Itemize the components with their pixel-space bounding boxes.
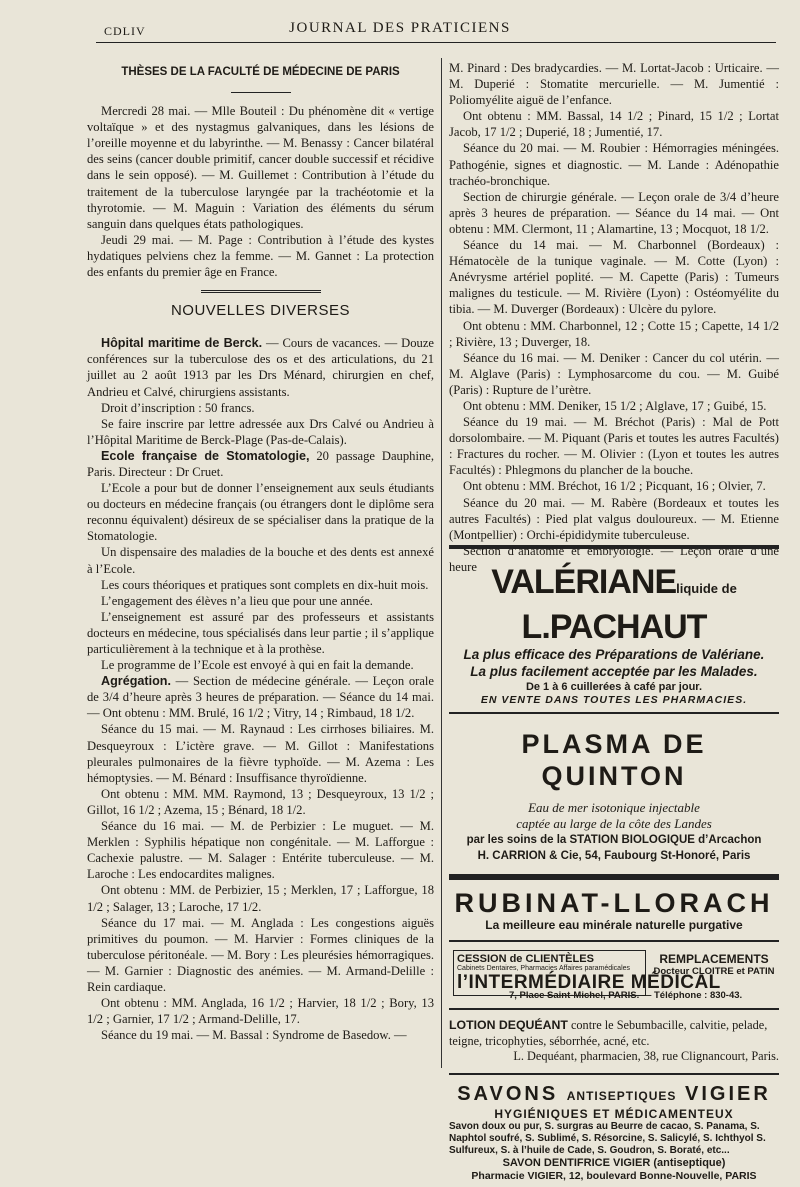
article-heading: Hôpital maritime de Berck.	[101, 336, 263, 351]
article-paragraph: Séance du 16 mai. — M. de Perbizier : Le muguet. — M. Merklen : Syphilis hépatique non congénitale. — M. Lafforgue : Cachexie palustre. — M. Salager : Entérite tuberculeuse. — M. Laroche : Les endocardites malignes.	[87, 819, 434, 882]
left-column	[87, 60, 434, 1043]
header-rule	[96, 42, 776, 43]
article-paragraph: Séance du 20 mai. — M. Rabère (Bordeaux et toutes les autres Facultés) : Pied plat valgus douloureux. — M. Etienne (Montpellier) : Orchi-épididymite tuberculeuse.	[449, 495, 779, 542]
plasma-line4: H. CARRION & Cie, 54, Faubourg St-Honoré, Paris	[477, 850, 751, 862]
divider	[231, 92, 291, 93]
article-text: — Section de médecine générale. — Leçon orale de 3/4 d’heure après 3 heures de préparation. — Séance du 14 mai. — Ont obtenu : MM. Brulé, 16 1/2 ; Vitry, 14 ; Rimbaud, 18 1/2.	[87, 674, 434, 721]
savons-text: Savon doux ou pur, S. surgras au Beurre de cacao, S. Panama, S. Naphtol soufré, S. Sublimé, S. Résorcine, S. Salicylé, S. Ichthyol S. Sulfureux, S. à l’huile de Cade, S. Goudron, S. Boraté, etc...	[449, 1120, 766, 1156]
intermediaire-remplacements: REMPLACEMENTS	[659, 952, 769, 966]
article-paragraph: M. Pinard : Des bradycardies. — M. Lortat-Jacob : Urticaire. — M. Duperié : Stomatite mercurielle. — M. Jumentié : Poliomyélite aiguë de l’enfance.	[449, 61, 779, 108]
ad-plasma-quinton	[449, 714, 779, 876]
lotion-text: contre le Sebumbacille, calvitie, pelade, teigne, tricophyties, séborrhée, acné, etc.	[449, 1018, 768, 1048]
savons-title: SAVONS	[457, 1082, 559, 1105]
article-text: — Cours de vacances. — Douze conférences sur la tuberculose des os et des articulations, du 21 juillet au 2 août 1913 par les Drs Ménard, chirurgien en chef, Andrieu et Calvé, chirurgiens assistants.	[87, 336, 434, 399]
article-paragraph: Ont obtenu : MM. Bréchot, 16 1/2 ; Picquant, 16 ; Olvier, 7.	[463, 479, 766, 494]
ad-savons-vigier	[449, 1075, 779, 1187]
article-paragraph: Séance du 20 mai. — M. Roubier : Hémorragies méningées. Pathogénie, signes et diagnostic. — M. Lande : Adénopathie trachéo-bronchique.	[449, 141, 779, 188]
savons-antiseptiques: ANTISEPTIQUES	[566, 1088, 677, 1103]
article-paragraph: Ont obtenu : MM. Bassal, 14 1/2 ; Pinard, 15 1/2 ; Lortat Jacob, 17 1/2 ; Duperié, 18 ; Jumentié, 17.	[449, 109, 779, 140]
article-paragraph: Le programme de l’Ecole est envoyé à qui en fait la demande.	[101, 658, 414, 673]
page-number: CDLIV	[104, 24, 146, 38]
plasma-line3: par les soins de la STATION BIOLOGIQUE d’Arcachon	[466, 834, 762, 846]
theses-title: THÈSES DE LA FACULTÉ DE MÉDECINE DE PARIS	[121, 66, 400, 78]
savons-dentifrice: SAVON DENTIFRICE VIGIER (antiseptique)	[502, 1156, 726, 1169]
article-heading: Ecole française de Stomatologie,	[101, 448, 310, 463]
article-paragraph: L’Ecole a pour but de donner l’enseignement aux seuls étudiants ou docteurs en médecine français (ou étrangers dont le diplôme sera reconnu équivalent) désireux de se spécialiser dans la pratique de la Stomatologie.	[87, 481, 434, 544]
valeriane-liquide: liquide de	[676, 581, 737, 596]
rubinat-sub: La meilleure eau minérale naturelle purgative	[485, 918, 743, 932]
article-paragraph: Section de chirurgie générale. — Leçon orale de 3/4 d’heure après 3 heures de préparation. — Séance du 14 mai. — Ont obtenu : MM. Clermont, 11 ; Alamartine, 13 ; Mocquot, 18 1/2.	[449, 189, 779, 236]
intermediaire-address: 7, Place Saint-Michel, PARIS. — Téléphone : 830-43.	[509, 990, 743, 1001]
right-column	[449, 60, 779, 575]
ad-intermediaire-medical	[449, 942, 779, 1010]
article-paragraph: Section d’anatomie et embryologie. — Leçon orale d’une heure	[449, 543, 779, 574]
valeriane-brand: L.PACHAUT	[521, 608, 707, 646]
valeriane-vente: EN VENTE DANS TOUTES LES PHARMACIES.	[480, 694, 748, 706]
article-paragraph: Séance du 16 mai. — M. Deniker : Cancer du col utérin. — M. Alglave (Paris) : Lymphosarcome du cou. — M. Guibé (Paris) : Rupture de l’urètre.	[449, 350, 779, 397]
ad-valeriane	[449, 545, 779, 714]
article-paragraph: Séance du 14 mai. — M. Charbonnel (Bordeaux) : Hématocèle de la tunique vaginale. — M. Cotte (Lyon) : Anévrysme artériel poplité. — M. Capette (Paris) : Tumeurs malignes du testicule. — M. Rivière (Lyon) : Ostéomyélite du tibia. — M. Duverger (Bordeaux) : Ulcère du pylore.	[449, 238, 779, 317]
plasma-title: PLASMA DE QUINTON	[521, 729, 707, 791]
article-paragraph: Ont obtenu : MM. de Perbizier, 15 ; Merklen, 17 ; Lafforgue, 18 1/2 ; Salager, 13 ; Laroche, 17 1/2.	[87, 883, 434, 914]
article-paragraph: Ont obtenu : MM. Anglada, 16 1/2 ; Harvier, 18 1/2 ; Bory, 13 1/2 ; Garnier, 17 1/2 ; Armand-Delille, 17.	[87, 996, 434, 1027]
theses-paragraph: Jeudi 29 mai. — M. Page : Contribution à l’étude des kystes hydatiques pelviens chez la femme. — M. Gannet : La protection des enfants du premier âge en France.	[87, 232, 434, 280]
rubinat-title: RUBINAT-LLORACH	[454, 888, 774, 918]
plasma-line2: captée au large de la côte des Landes	[516, 816, 712, 831]
ad-rubinat	[449, 876, 779, 942]
intermediaire-cession: CESSION de CLIENTÈLES	[457, 953, 594, 965]
article-text: 20 passage Dauphine, Paris. Directeur : Dr Cruet.	[87, 448, 434, 479]
advertisements	[449, 545, 779, 1187]
savons-brand: VIGIER	[685, 1082, 771, 1105]
article-paragraph: L’engagement des élèves n’a lieu que pour une année.	[101, 593, 373, 608]
plasma-line1: Eau de mer isotonique injectable	[528, 800, 700, 815]
article-paragraph: Les cours théoriques et pratiques sont complets en dix-huit mois.	[101, 577, 429, 592]
article-paragraph	[87, 335, 434, 399]
valeriane-name: VALÉRIANE	[491, 563, 677, 601]
savons-sub: HYGIÉNIQUES ET MÉDICAMENTEUX	[494, 1106, 734, 1121]
savons-headline	[449, 1083, 779, 1107]
lotion-text-block	[449, 1018, 779, 1049]
ad-lotion-dequeant	[449, 1010, 779, 1075]
article-paragraph	[87, 673, 434, 721]
article-paragraph: Séance du 15 mai. — M. Raynaud : Les cirrhoses biliaires. M. Desqueyroux : L’ictère grave. — M. Gillot : Manifestations pleurales pulmonaires de la fièvre typhoïde. — M. Azema : Les hémoptysies. — M. Bénard : Insuffisance thyroïdienne.	[87, 722, 434, 785]
savons-pharmacie: Pharmacie VIGIER, 12, boulevard Bonne-Nouvelle, PARIS	[471, 1169, 757, 1182]
article-paragraph	[87, 448, 434, 480]
article-paragraph: Séance du 17 mai. — M. Anglada : Les congestions aiguës primitives du poumon. — M. Harvier : Formes cliniques de la tuberculose péritonéale. — M. Bory : Les pleurésies hémorragiques. — M. Garnier : Diagnostic des anémies. — M. Armand-Delille : Rein cardiaque.	[87, 915, 434, 994]
valeriane-line2: La plus facilement acceptée par les Malades.	[470, 664, 758, 679]
journal-title: JOURNAL DES PRATICIENS	[289, 20, 511, 36]
article-paragraph: Ont obtenu : MM. Charbonnel, 12 ; Cotte 15 ; Capette, 14 1/2 ; Rivière, 13 ; Duverger, 18.	[449, 318, 779, 349]
article-paragraph: Séance du 19 mai. — M. Bréchot (Paris) : Mal de Pott dorsolombaire. — M. Piquant (Paris et toutes les autres Facultés) : Fractures du rocher. — M. Olivier : (Lyon et toutes les autres Facultés) : Phlegmons du plancher de la bouche.	[449, 415, 779, 478]
valeriane-line1: La plus efficace des Préparations de Valériane.	[463, 647, 765, 662]
article-heading: Agrégation.	[101, 674, 171, 689]
column-separator	[441, 58, 442, 1068]
article-paragraph: Ont obtenu : MM. MM. Raymond, 13 ; Desqueyroux, 13 1/2 ; Gillot, 16 1/2 ; Azema, 15 ; Bénard, 18 1/2.	[87, 786, 434, 817]
divider	[201, 290, 321, 293]
theses-paragraph: Mercredi 28 mai. — Mlle Bouteil : Du phénomène dit « vertige voltaïque » et des nystagmus galvaniques, dans les lésions de l’oreille moyenne et du labyrinthe. — M. Benassy : Cancer bilatéral des seins (cancer double primitif, cancer double successif et récidive dans le sein opposé). — M. Guillemet : Contribution à l’étude du traitement de la tuberculose laryngée par la trachéotomie et la thyrotomie. — M. Maguin : Variation des éléments du sérum sanguin dans quelques états pathologiques.	[87, 104, 434, 231]
intermediaire-docteur: Docteur CLOITRE et PATIN	[653, 966, 775, 977]
article-paragraph: Séance du 19 mai. — M. Bassal : Syndrome de Basedow. —	[101, 1028, 407, 1043]
valeriane-dose: De 1 à 6 cuillerées à café par jour.	[525, 681, 703, 693]
article-paragraph: Droit d’inscription : 50 francs.	[101, 400, 255, 415]
lotion-sign: L. Dequéant, pharmacien, 38, rue Clignancourt, Paris.	[513, 1049, 779, 1063]
intermediaire-title: l’INTERMÉDIAIRE MÉDICAL	[457, 972, 721, 993]
article-paragraph: Se faire inscrire par lettre adressée aux Drs Calvé ou Andrieu à l’Hôpital Maritime de Berck-Plage (Pas-de-Calais).	[87, 416, 434, 447]
article-paragraph: Ont obtenu : MM. Deniker, 15 1/2 ; Alglave, 17 ; Guibé, 15.	[463, 398, 767, 413]
nouvelles-title: NOUVELLES DIVERSES	[170, 302, 351, 320]
article-paragraph: L’enseignement est assuré par des professeurs et assistants docteurs en médecine, tous spécialisés dans leur partie ; il s’applique particulièrement à la technique et à la prothèse.	[87, 609, 434, 656]
article-paragraph: Un dispensaire des maladies de la bouche et des dents est annexé à l’Ecole.	[87, 545, 434, 576]
valeriane-headline	[449, 563, 779, 646]
page-header	[0, 18, 800, 40]
intermediaire-cabinets: Cabinets Dentaires, Pharmacies Affaires paramédicales	[457, 965, 631, 972]
lotion-name: LOTION DEQUÉANT	[449, 1018, 568, 1032]
intermediaire-right	[649, 952, 779, 977]
